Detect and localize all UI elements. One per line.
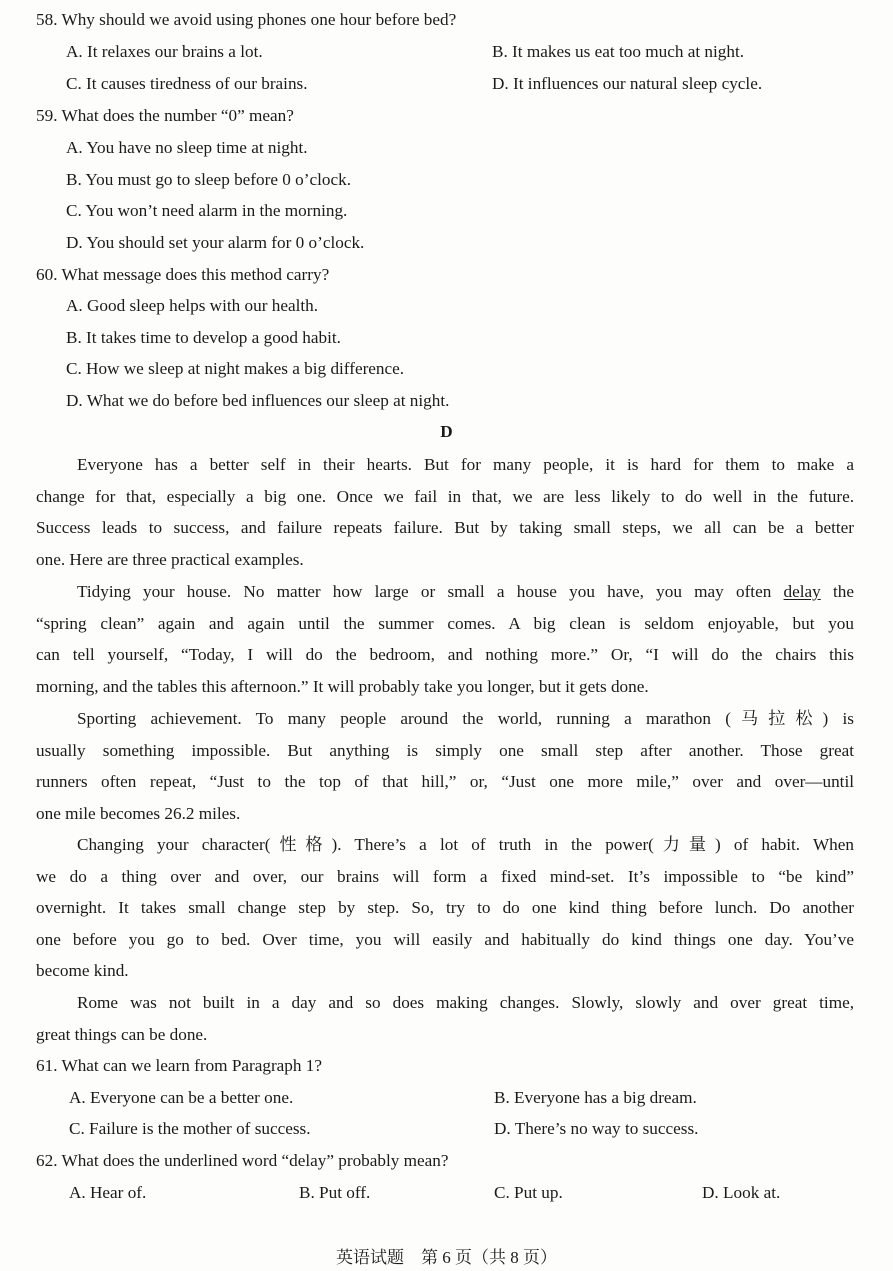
paragraph-2-line-2: “spring clean” again and again until the summer comes. A big clean is seldom enjoyable, but you	[36, 613, 854, 633]
passage-paragraph-3	[36, 703, 854, 829]
question-61-stem: 61. What can we learn from Paragraph 1?	[36, 1056, 323, 1075]
question-61-option-b: B. Everyone has a big dream.	[494, 1088, 697, 1107]
question-58-option-a: A. It relaxes our brains a lot.	[66, 42, 263, 61]
question-60-option-a: A. Good sleep helps with our health.	[66, 296, 319, 315]
question-61-option-c: C. Failure is the mother of success.	[69, 1119, 311, 1138]
paragraph-5-line-1: Rome was not built in a day and so does making changes. Slowly, slowly and over great time,	[77, 993, 854, 1012]
paragraph-5-line-2: great things can be done.	[36, 1024, 208, 1044]
question-58-stem: 58. Why should we avoid using phones one hour before bed?	[36, 10, 457, 29]
question-60-option-d: D. What we do before bed influences our sleep at night.	[66, 391, 450, 410]
paragraph-2-line-1-end: the	[833, 582, 855, 601]
paragraph-1-line-1: Everyone has a better self in their hearts. But for many people, it is hard for them to make a	[77, 455, 854, 474]
passage-d-heading: D	[440, 422, 453, 441]
question-59-option-c: C. You won’t need alarm in the morning.	[66, 201, 348, 220]
paragraph-2-line-1	[36, 576, 854, 608]
question-59-option-a: A. You have no sleep time at night.	[66, 138, 308, 157]
passage-paragraph-4	[36, 829, 854, 987]
paragraph-3-line-4: one mile becomes 26.2 miles.	[36, 803, 241, 823]
passage-paragraph-5	[36, 987, 854, 1050]
page-footer: 英语试题 第 6 页（共 8 页）	[336, 1248, 557, 1267]
question-62-option-c: C. Put up.	[494, 1183, 563, 1202]
question-62-option-d: D. Look at.	[702, 1183, 781, 1202]
question-58-option-b: B. It makes us eat too much at night.	[492, 42, 745, 61]
paragraph-1-line-4: one. Here are three practical examples.	[36, 549, 304, 569]
paragraph-2-line-3: can tell yourself, “Today, I will do the bedroom, and nothing more.” Or, “I will do the chairs this	[36, 645, 854, 665]
question-62-option-b: B. Put off.	[299, 1183, 371, 1202]
question-60-option-c: C. How we sleep at night makes a big difference.	[66, 359, 405, 378]
question-59-option-d: D. You should set your alarm for 0 o’clock.	[66, 233, 365, 252]
passage-paragraph-2	[36, 576, 854, 702]
question-61-option-d: D. There’s no way to success.	[494, 1119, 699, 1138]
paragraph-3-line-2: usually something impossible. But anything is simply one small step after another. Those great	[36, 740, 854, 760]
question-62-option-a: A. Hear of.	[69, 1183, 147, 1202]
question-60-stem: 60. What message does this method carry?	[36, 265, 330, 284]
paragraph-2-line-4: morning, and the tables this afternoon.” It will probably take you longer, but it gets done.	[36, 676, 649, 696]
question-58-option-d: D. It influences our natural sleep cycle.	[492, 74, 763, 93]
question-58-option-c: C. It causes tiredness of our brains.	[66, 74, 308, 93]
paragraph-4-line-3: overnight. It takes small change step by step. So, try to do one kind thing before lunch. Do another	[36, 898, 854, 918]
paragraph-1-line-3: Success leads to success, and failure repeats failure. But by taking small steps, we all can be a better	[36, 518, 854, 538]
question-60-option-b: B. It takes time to develop a good habit.	[66, 328, 341, 347]
paragraph-3-line-1: Sporting achievement. To many people around the world, running a marathon (马拉松) is	[77, 709, 854, 728]
underlined-word-delay: delay	[783, 582, 821, 601]
question-59-option-b: B. You must go to sleep before 0 o’clock.	[66, 170, 351, 189]
question-61-option-a: A. Everyone can be a better one.	[69, 1088, 294, 1107]
passage-paragraph-1	[36, 449, 854, 575]
paragraph-4-line-2: we do a thing over and over, our brains will form a fixed mind-set. It’s impossible to “be kind”	[36, 866, 854, 886]
paragraph-3-line-3: runners often repeat, “Just to the top of that hill,” or, “Just one more mile,” over and over—until	[36, 772, 854, 792]
paragraph-4-line-1: Changing your character(性格). There’s a lot of truth in the power(力量) of habit. When	[77, 835, 854, 854]
paragraph-4-line-4: one before you go to bed. Over time, you will easily and habitually do kind things one day. You’ve	[36, 929, 854, 949]
question-62-stem: 62. What does the underlined word “delay” probably mean?	[36, 1151, 449, 1170]
paragraph-1-line-2: change for that, especially a big one. Once we fail in that, we are less likely to do well in the future.	[36, 486, 854, 506]
paragraph-4-line-5: become kind.	[36, 961, 129, 981]
question-59-stem: 59. What does the number “0” mean?	[36, 106, 294, 125]
paragraph-2-line-1-start: Tidying your house. No matter how large or small a house you have, you may often	[77, 582, 772, 601]
